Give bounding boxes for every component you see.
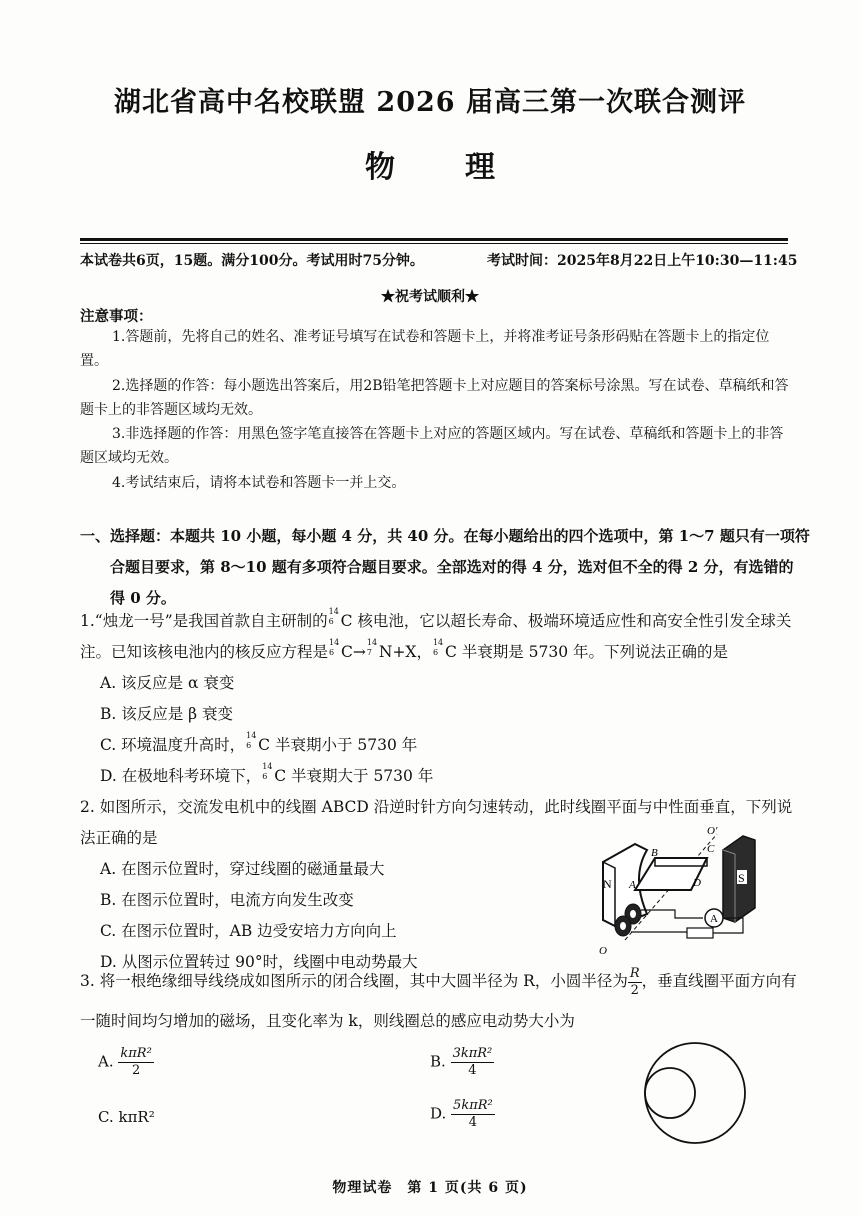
exam-title: 湖北省高中名校联盟 2026 届高三第一次联合测评 — [114, 87, 746, 118]
axis-label-o: O — [599, 945, 607, 957]
notice-item: 2.选择题的作答：每小题选出答案后，用2B铅笔把答题卡上对应题目的答案标号涂黑。写在试卷、草稿纸和答题卡上的非答题区域均无效。 — [80, 377, 789, 418]
question-2-stem-line-2: 法正确的是 — [80, 829, 158, 847]
isotope-c14: 14 6 — [329, 638, 340, 657]
axis-label-o-prime: O′ — [707, 825, 718, 837]
question-1-stem-line-2: 注。已知该核电池内的核反应方程是 14 6 C→ 14 7 N+X， 14 6 C 半衰期是 5730 年。下列说法正确的是 — [80, 638, 729, 661]
ac-generator-figure — [595, 822, 775, 962]
q3-option-a: A. $\frac{\text{kπR²}}{2}$ — [98, 1046, 152, 1078]
isotope-c14: 14 6 — [262, 762, 273, 781]
q1-option-b: B. 该反应是 β 衰变 — [100, 705, 234, 723]
section-line-1: 一、选择题：本题共 10 小题，每小题 4 分，共 40 分。在每小题给出的四个选项中，第 1～7 题只有一项符 — [80, 527, 810, 545]
section-line-2: 合题目要求，第 8～10 题有多项符合题目要求。全部选对的得 4 分，选对但不全的得 2 分，有选错的 — [110, 558, 794, 576]
question-1 — [80, 606, 792, 792]
question-3 — [80, 962, 795, 1037]
vertex-b-label: B — [651, 847, 658, 859]
notice-item: 4.考试结束后，请将本试卷和答题卡一并上交。 — [112, 474, 406, 491]
header-rule-thin — [80, 243, 788, 244]
s-pole-label: S — [738, 871, 745, 885]
half-radius-fraction: $\frac{R}{2}$ — [629, 965, 640, 998]
q1-option-d: D. 在极地科考环境下， 14 6 C 半衰期大于 5730 年 — [100, 762, 434, 785]
question-1-stem-line-1: 1.“烛龙一号”是我国首款自主研制的 14 6 C 核电池，它以超长寿命、极端环境适应性和高安全性引发全球关 — [80, 607, 792, 630]
q3-option-c: C. kπR² — [98, 1108, 155, 1126]
question-3-stem-line-2: 一随时间均匀增加的磁场，且变化率为 k，则线圈总的感应电动势大小为 — [80, 1012, 575, 1030]
vertex-c-label: C — [707, 843, 715, 855]
q3-option-d: D. $\frac{\text{5kπR²}}{4}$ — [430, 1098, 493, 1130]
question-3-stem-line-1: 3. 将一根绝缘细导线绕成如图所示的闭合线圈，其中大圆半径为 R，小圆半径为 $\frac{R}{2}$ ，垂直线圈平面方向有 — [80, 965, 797, 998]
resistor — [687, 928, 713, 938]
subject-title: 物理 — [365, 150, 565, 185]
good-luck-banner: ★祝考试顺利★ — [381, 289, 479, 305]
q2-option-b: B. 在图示位置时，电流方向发生改变 — [100, 891, 354, 909]
notice-item: 1.答题前，先将自己的姓名、准考证号填写在试卷和答题卡上，并将准考证号条形码贴在答题卡上的指定位置。 — [80, 329, 770, 370]
isotope-c14: 14 6 — [432, 638, 444, 657]
notice-list — [80, 325, 792, 495]
q3-option-b: B. $\frac{\text{3kπR²}}{4}$ — [430, 1046, 493, 1078]
vertex-a-label: A — [629, 879, 636, 891]
q2-option-d: D. 从图示位置转过 90°时，线圈中电动势最大 — [100, 953, 418, 971]
notice-item: 3.非选择题的作答：用黑色签字笔直接答在答题卡上对应的答题区域内。写在试卷、草稿纸和答题卡上的非答题区域均无效。 — [80, 426, 784, 467]
page-footer: 物理试卷 第 1 页(共 6 页) — [332, 1180, 528, 1196]
section-instructions — [80, 521, 810, 614]
exam-scope-info: 本试卷共6页，15题。满分100分。考试用时75分钟。 — [80, 253, 424, 269]
small-circle — [645, 1068, 695, 1118]
isotope-n14: 14 7 — [366, 638, 378, 657]
q1-option-c: C. 环境温度升高时， 14 6 C 半衰期小于 5730 年 — [100, 731, 418, 754]
vertex-d-label: D — [693, 877, 701, 889]
isotope-c14: 14 6 — [328, 607, 339, 626]
n-pole-label: N — [603, 877, 612, 891]
double-circle-coil-figure — [640, 1038, 750, 1148]
header-rule-thick — [80, 238, 788, 241]
q2-option-c: C. 在图示位置时，AB 边受安培力方向向上 — [100, 922, 397, 940]
q1-option-a: A. 该反应是 α 衰变 — [100, 674, 235, 692]
isotope-c14: 14 6 — [246, 731, 257, 750]
notice-heading: 注意事项： — [80, 308, 153, 325]
ammeter-label: A — [710, 913, 718, 925]
question-2-stem-line-1: 2. 如图所示，交流发电机中的线圈 ABCD 沿逆时针方向匀速转动，此时线圈平面与中性面垂直，下列说 — [80, 798, 793, 816]
exam-time-info: 考试时间：2025年8月22日上午10:30—11:45 — [487, 253, 798, 269]
q2-option-a: A. 在图示位置时，穿过线圈的磁通量最大 — [100, 860, 385, 878]
section-line-3: 得 0 分。 — [110, 589, 176, 607]
